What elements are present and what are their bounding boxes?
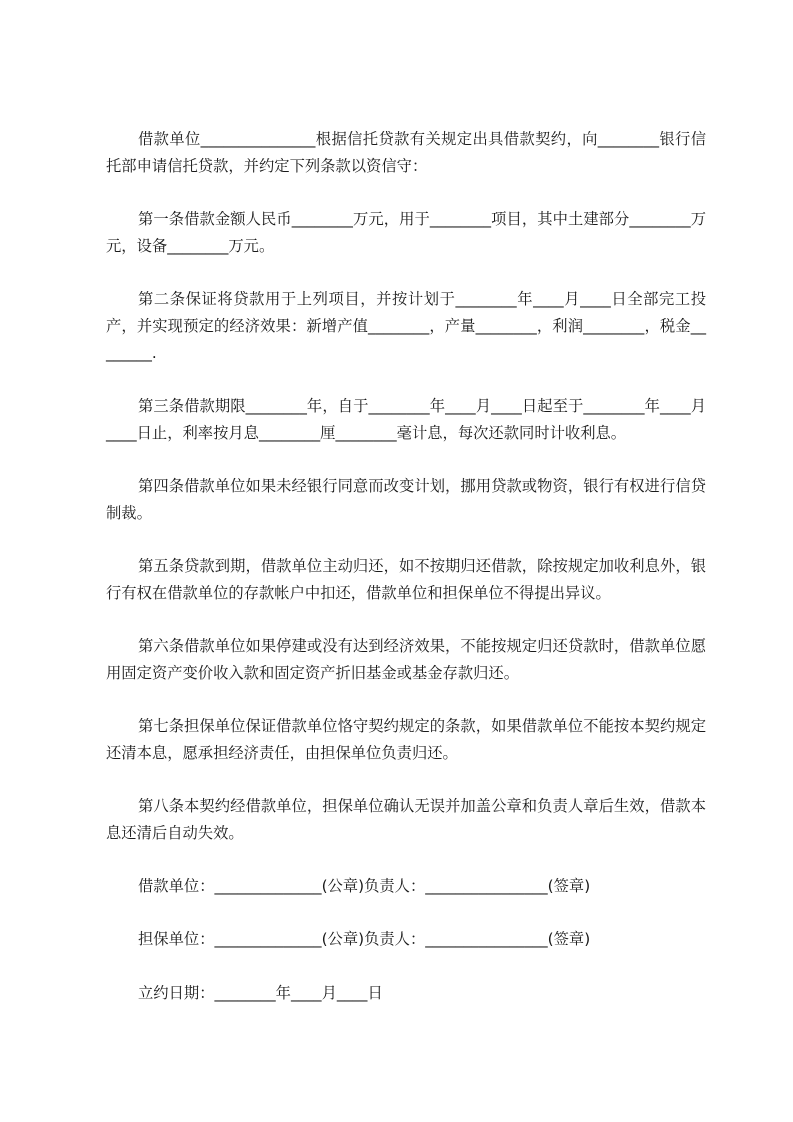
contract-intro: 借款单位_______________根据信托贷款有关规定出具借款契约，向________银行信托部申请信托贷款，并约定下列条款以资信守： bbox=[106, 130, 706, 175]
borrower-signature-line: 借款单位：______________(公章)负责人：________________(签章) bbox=[138, 877, 591, 895]
article-7: 第七条担保单位保证借款单位恪守契约规定的条款，如果借款单位不能按本契约规定还清本息，愿承担经济责任，由担保单位负责归还。 bbox=[106, 717, 706, 762]
article-6: 第六条借款单位如果停建或没有达到经济效果，不能按规定归还贷款时，借款单位愿用固定资产变价收入款和固定资产折旧基金或基金存款归还。 bbox=[106, 637, 706, 682]
contract-date-line: 立约日期：________年____月____日 bbox=[138, 984, 383, 1002]
article-3: 第三条借款期限________年，自于________年____月____日起至于________年____月____日止，利率按月息________厘________毫计息，每次还款同时计收利息。 bbox=[106, 397, 706, 442]
article-2: 第二条保证将贷款用于上列项目，并按计划于________年____月____日全部完工投产，并实现预定的经济效果：新增产值________，产量________，利润________，税金________. bbox=[106, 290, 706, 362]
article-4: 第四条借款单位如果未经银行同意而改变计划，挪用贷款或物资，银行有权进行信贷制裁。 bbox=[106, 477, 706, 522]
article-5: 第五条贷款到期，借款单位主动归还，如不按期归还借款，除按规定加收利息外，银行有权在借款单位的存款帐户中扣还，借款单位和担保单位不得提出异议。 bbox=[106, 557, 706, 602]
article-8: 第八条本契约经借款单位，担保单位确认无误并加盖公章和负责人章后生效，借款本息还清后自动失效。 bbox=[106, 797, 706, 842]
guarantor-signature-line: 担保单位：______________(公章)负责人：________________(签章) bbox=[138, 930, 591, 948]
article-1: 第一条借款金额人民币________万元，用于________项目，其中土建部分________万元，设备________万元。 bbox=[106, 210, 706, 255]
